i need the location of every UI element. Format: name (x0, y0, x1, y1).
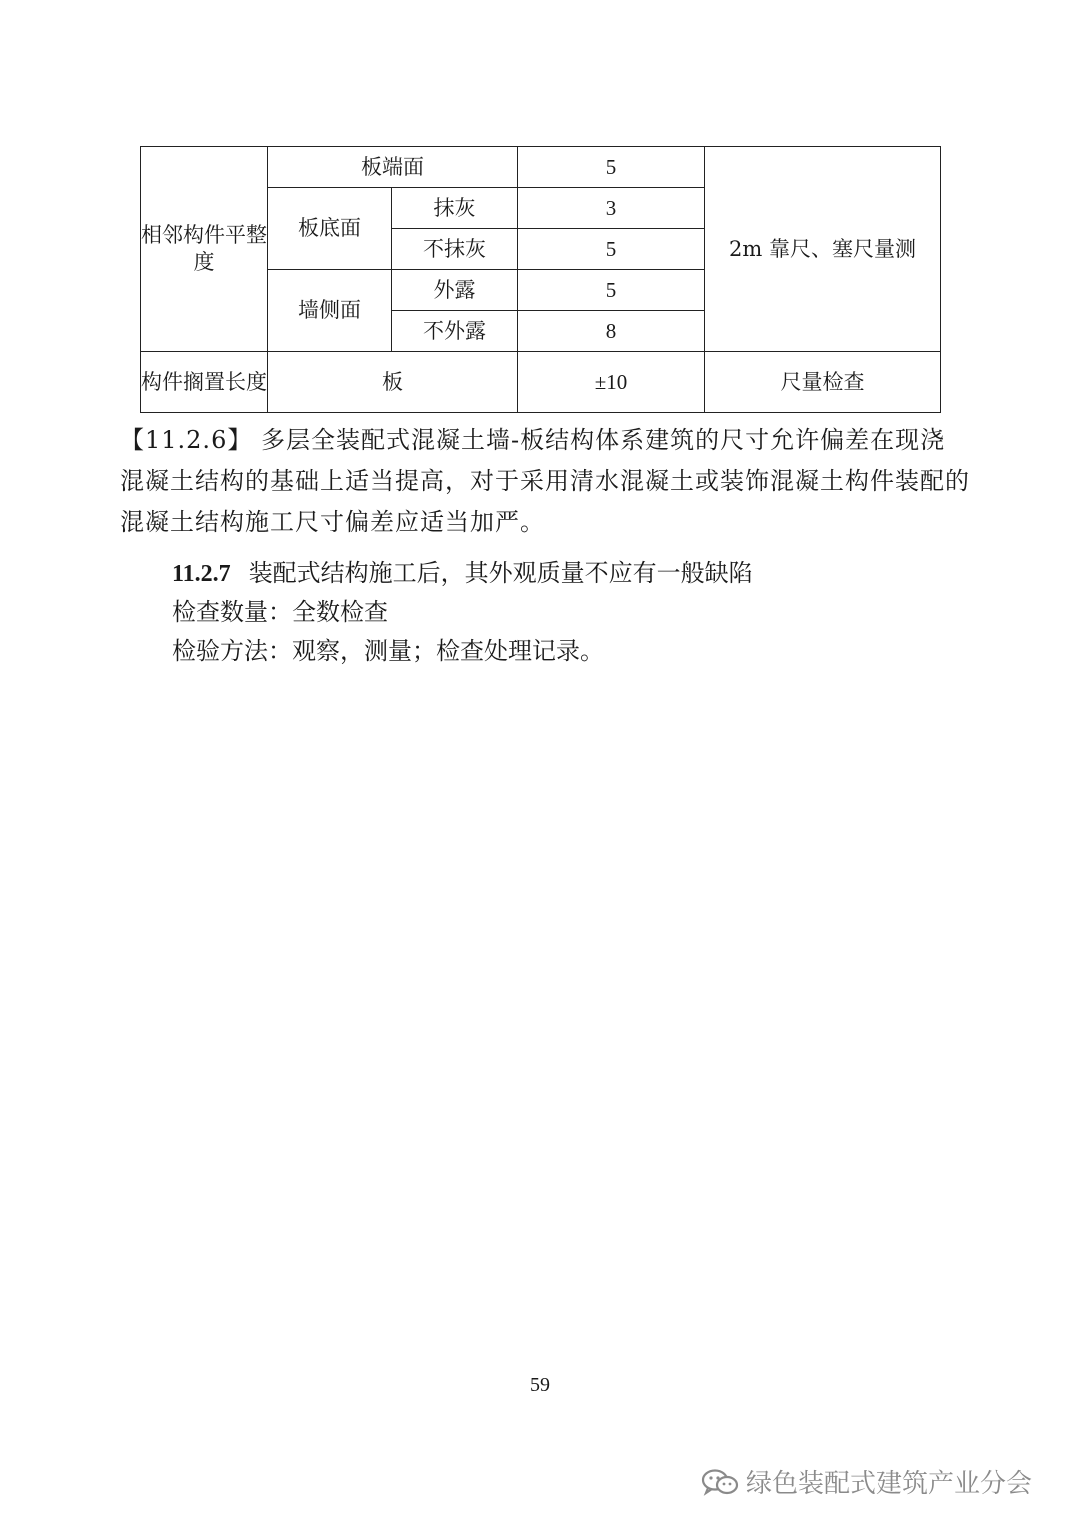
value-cell: 3 (518, 188, 705, 229)
sub-label-wall-side: 墙侧面 (268, 270, 392, 352)
wechat-icon (700, 1467, 740, 1497)
detail-label: 不抹灰 (392, 229, 518, 270)
clause-text: 装配式结构施工后，其外观质量不应有一般缺陷 (248, 559, 753, 587)
clause-line (172, 558, 753, 589)
value-cell: 5 (518, 147, 705, 188)
detail-label: 外露 (392, 270, 518, 311)
sub-label-board-bottom: 板底面 (268, 188, 392, 270)
group-label-bearing-length: 构件搁置长度 (141, 352, 268, 413)
group-label-flatness: 相邻构件平整度 (141, 147, 268, 352)
value-cell: 5 (518, 270, 705, 311)
tolerance-table (140, 146, 941, 413)
sub-label-board: 板 (268, 352, 518, 413)
commentary-note: 【11.2.6】 多层全装配式混凝土墙-板结构体系建筑的尺寸允许偏差在现浇混凝土结构的基础上适当提高，对于采用清水混凝土或装饰混凝土构件装配的混凝土结构施工尺寸偏差应适当加严。 (120, 426, 970, 536)
table-row (141, 147, 941, 188)
method-cell: 2m 靠尺、塞尺量测 (705, 147, 941, 352)
detail-label: 不外露 (392, 311, 518, 352)
clause-number: 11.2.7 (172, 561, 231, 587)
inspection-quantity: 检查数量：全数检查 (172, 598, 388, 626)
table-row (141, 352, 941, 413)
value-cell: ±10 (518, 352, 705, 413)
inspection-method: 检验方法：观察，测量；检查处理记录。 (172, 637, 604, 665)
sub-label-board-end: 板端面 (268, 147, 518, 188)
value-cell: 8 (518, 311, 705, 352)
detail-label: 抹灰 (392, 188, 518, 229)
watermark-text: 绿色装配式建筑产业分会 (746, 1469, 1033, 1499)
method-cell: 尺量检查 (705, 352, 941, 413)
watermark (700, 1463, 1032, 1500)
value-cell: 5 (518, 229, 705, 270)
page-number: 59 (530, 1374, 550, 1396)
